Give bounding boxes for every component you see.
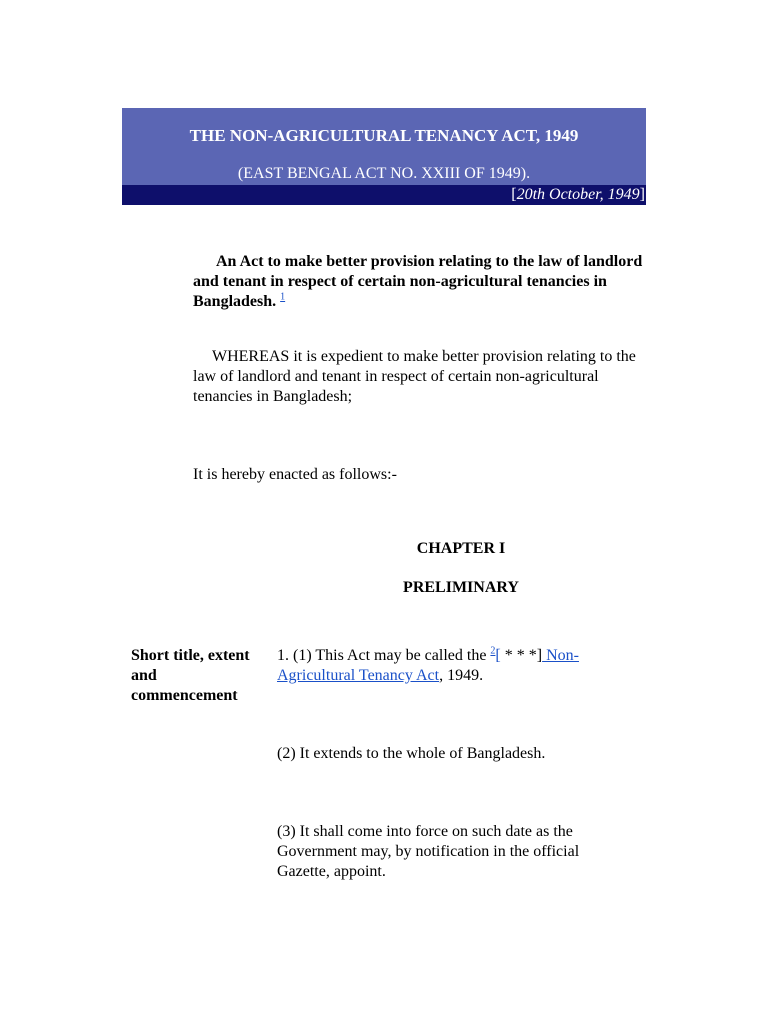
amendment-bracket-link[interactable]: [ [495, 647, 501, 664]
subsection-3: (3) It shall come into force on such date as the Government may, by notification in the official Gazette, appoint. [277, 823, 580, 880]
subsection-1 [277, 646, 633, 686]
act-date [511, 186, 645, 204]
subsection-1-year: , 1949. [439, 667, 484, 684]
act-title: THE NON-AGRICULTURAL TENANCY ACT, 1949 [189, 126, 579, 145]
footnote-link-2[interactable]: 2 [490, 645, 496, 657]
section-margin-note: Short title, extent and commencement [131, 647, 250, 704]
title-banner [122, 108, 646, 205]
long-title [193, 252, 643, 312]
long-title-text: An Act to make better provision relating to the law of landlord and tenant in respect of certain non-agricultural tenancies in Bangladesh. [193, 253, 643, 310]
date-strip [122, 185, 646, 205]
date-close-bracket: ] [639, 186, 645, 203]
omission-marks: * * *] [500, 647, 543, 664]
chapter-number: CHAPTER I [416, 540, 506, 557]
act-subtitle: (EAST BENGAL ACT NO. XXIII OF 1949). [237, 165, 531, 182]
enacting-formula: It is hereby enacted as follows:- [193, 466, 397, 483]
date-text: 20th October, 1949 [516, 186, 640, 203]
chapter-name: PRELIMINARY [403, 579, 519, 596]
footnote-link-1[interactable]: 1 [280, 291, 286, 303]
subsection-2: (2) It extends to the whole of Bangladesh. [277, 745, 546, 762]
subsection-1-text: 1. (1) This Act may be called the [277, 647, 491, 664]
preamble-whereas: WHEREAS it is expedient to make better provision relating to the law of landlord and tenant in respect of certain non-agricultural tenancies in Bangladesh; [193, 348, 636, 405]
date-open-bracket: [ [511, 186, 517, 203]
act-name-link[interactable]: Non-Agricultural Tenancy Act [277, 647, 579, 684]
